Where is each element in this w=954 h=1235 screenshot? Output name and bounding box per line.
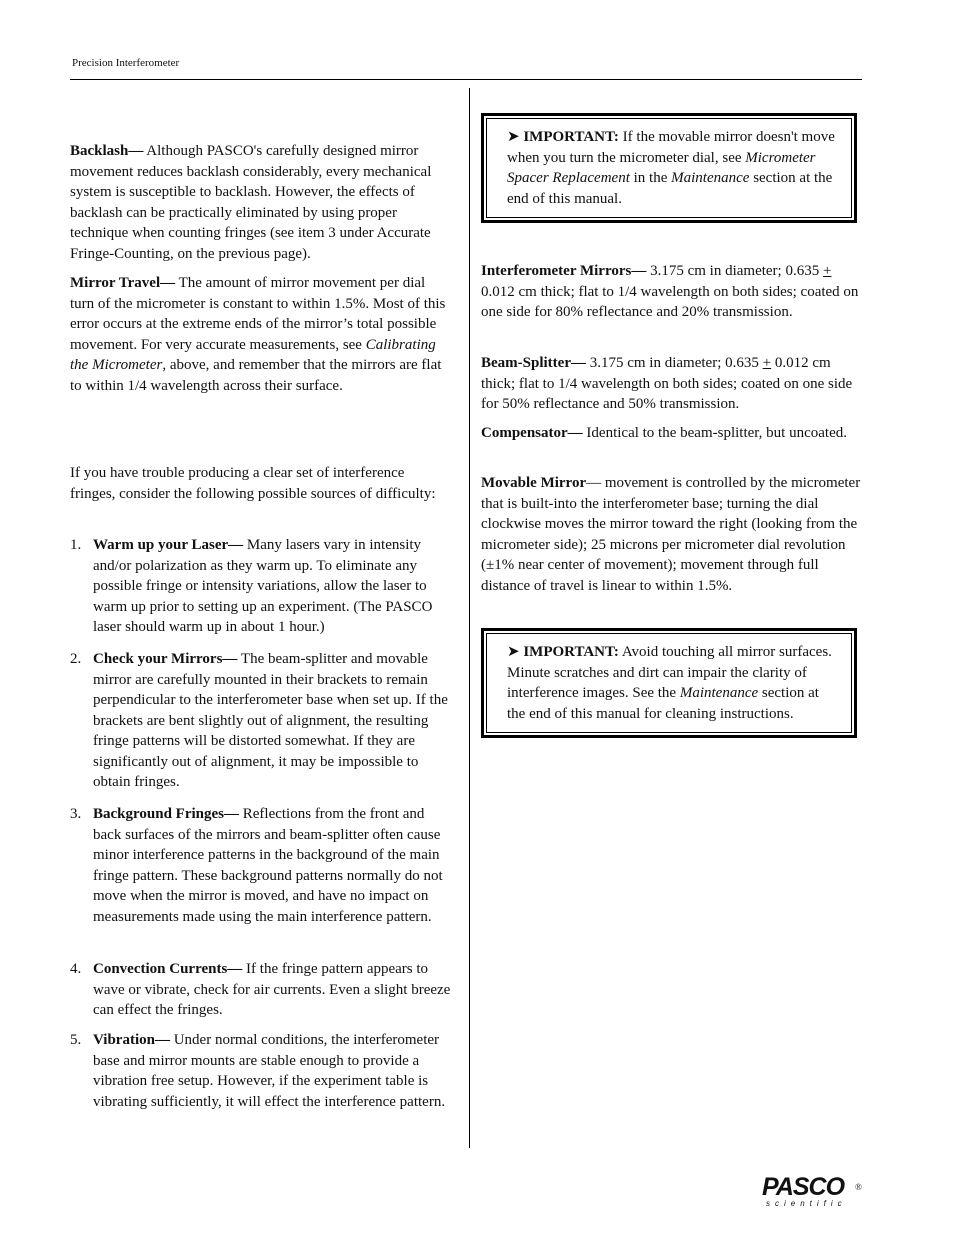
backlash-heading: Backlash— (70, 143, 144, 159)
list-item (70, 804, 452, 927)
item-heading: Background Fringes— (93, 806, 239, 822)
item-number: 5. (70, 1032, 82, 1048)
item-text: Many lasers vary in intensity and/or polarization as they warm up. To eliminate any possible fringe or intensity variations, allow the laser to warm up prior to setting up an experiment. (The PASCO laser should warm up in about 1 hour.) (93, 537, 433, 635)
note-text: If the movable mirror doesn't move when you turn the micrometer dial, see (507, 129, 835, 166)
beam-splitter-spec (481, 353, 863, 415)
movable-mirror-spec (481, 473, 863, 596)
item-text: Reflections from the front and back surfaces of the mirrors and beam-splitter often cause minor interference patterns in the background of the main fringe pattern. These background patterns normally do not move when the mirror is moved, and have no impact on measurements made using the main interference pattern. (93, 806, 443, 925)
plus-minus: + (822, 263, 832, 279)
spec-heading: Compensator— (481, 425, 583, 441)
troubleshooting-intro: If you have trouble producing a clear set of interference fringes, consider the following possible sources of difficulty: (70, 465, 436, 502)
running-header: Precision Interferometer (72, 57, 180, 69)
item-heading: Warm up your Laser— (93, 537, 244, 553)
compensator-spec (481, 423, 863, 444)
important-note-mirrors (481, 628, 857, 738)
spec-heading: Interferometer Mirrors— (481, 263, 647, 279)
spec-heading: Movable Mirror (481, 475, 587, 491)
item-heading: Check your Mirrors— (93, 651, 238, 667)
note-text: section at the end of this manual. (507, 170, 833, 207)
item-text: The beam-splitter and movable mirror are carefully mounted in their brackets to remain perpendicular to the interferometer base when set up. If the brackets are bent slightly out of alignment, the resulting fringe patterns will be distorted somewhat. If they are significantly out of alignment, it may be impossible to obtain fringes. (93, 651, 448, 790)
maintenance-reference: Maintenance (679, 685, 759, 701)
calibrating-reference: Calibrating the Micrometer (70, 336, 436, 373)
spec-text: 3.175 cm in diameter; 0.635 (646, 263, 823, 279)
mirror-travel-heading: Mirror Travel— (70, 275, 176, 291)
list-item (70, 1030, 452, 1112)
important-label: IMPORTANT: (523, 644, 619, 660)
column-divider (469, 88, 470, 1148)
item-text: Under normal conditions, the interferometer base and mirror mounts are stable enough to provide a vibration free setup. However, if the experiment table is vibrating sufficiently, it will effect the interference pattern. (93, 1032, 446, 1110)
list-item (70, 535, 452, 638)
pasco-logo (762, 1173, 862, 1209)
note-text: Avoid touching all mirror surfaces. Minute scratches and dirt can impair the clarity of interference images. See the (507, 644, 832, 701)
maintenance-reference: Maintenance (671, 170, 750, 186)
item-number: 4. (70, 961, 82, 977)
plus-minus: + (762, 355, 772, 371)
spec-text: 3.175 cm in diameter; 0.635 (585, 355, 763, 371)
arrow-icon: ➤ (507, 644, 520, 660)
mirror-travel-paragraph (70, 273, 452, 396)
logo-wordmark: PASCO (762, 1173, 845, 1201)
note-text: section at the end of this manual for cleaning instructions. (507, 685, 819, 722)
mirror-travel-text: The amount of mirror movement per dial turn of the micrometer is constant to within 1.5%. Most of this error occurs at the extreme ends of the mirror’s total possible movement. For very accurate measurements, see (70, 275, 446, 353)
list-item (70, 959, 452, 1021)
item-number: 1. (70, 537, 82, 553)
logo-subtitle: scientific (766, 1199, 847, 1208)
mirrors-spec (481, 261, 863, 323)
spec-text: — movement is controlled by the micrometer that is built-into the interferometer base; turning the dial clockwise moves the mirror toward the right (looking from the micrometer side); 25 microns per micrometer dial revolution (±1% near center of movement); movement through full distance of travel is linear to within 1.5%. (481, 475, 861, 594)
item-number: 3. (70, 806, 82, 822)
spec-text: 0.012 cm thick; flat to 1/4 wavelength on both sides; coated on one side for 50% reflectance and 50% transmission. (481, 355, 853, 412)
registered-mark: ® (855, 1182, 862, 1192)
note-text: in the (629, 170, 672, 186)
item-heading: Convection Currents— (93, 961, 243, 977)
list-item (70, 649, 452, 793)
important-label: IMPORTANT: (523, 129, 619, 145)
spacer-reference: Micrometer Spacer Replacement (507, 149, 816, 186)
item-number: 2. (70, 651, 82, 667)
backlash-text: Although PASCO's carefully designed mirror movement reduces backlash considerably, every mechanical system is susceptible to backlash. However, the effects of backlash can be practically eliminated by using proper technique when counting fringes (see item 3 under Accurate Fringe-Counting, on the previous page). (70, 143, 432, 262)
arrow-icon: ➤ (507, 129, 520, 145)
important-note-spacer (481, 113, 857, 223)
spec-text: 0.012 cm thick; flat to 1/4 wavelength on both sides; coated on one side for 80% reflectance and 20% transmission. (481, 283, 859, 320)
mirror-travel-text-2: , above, and remember that the mirrors are flat to within 1/4 wavelength across their surface. (70, 357, 442, 394)
header-rule (70, 79, 862, 80)
item-heading: Vibration— (93, 1032, 170, 1048)
spec-heading: Beam-Splitter— (481, 355, 586, 371)
backlash-paragraph (70, 141, 452, 264)
spec-text: Identical to the beam-splitter, but uncoated. (582, 425, 847, 441)
item-text: If the fringe pattern appears to wave or vibrate, check for air currents. Even a slight breeze can effect the fringes. (93, 961, 451, 1018)
